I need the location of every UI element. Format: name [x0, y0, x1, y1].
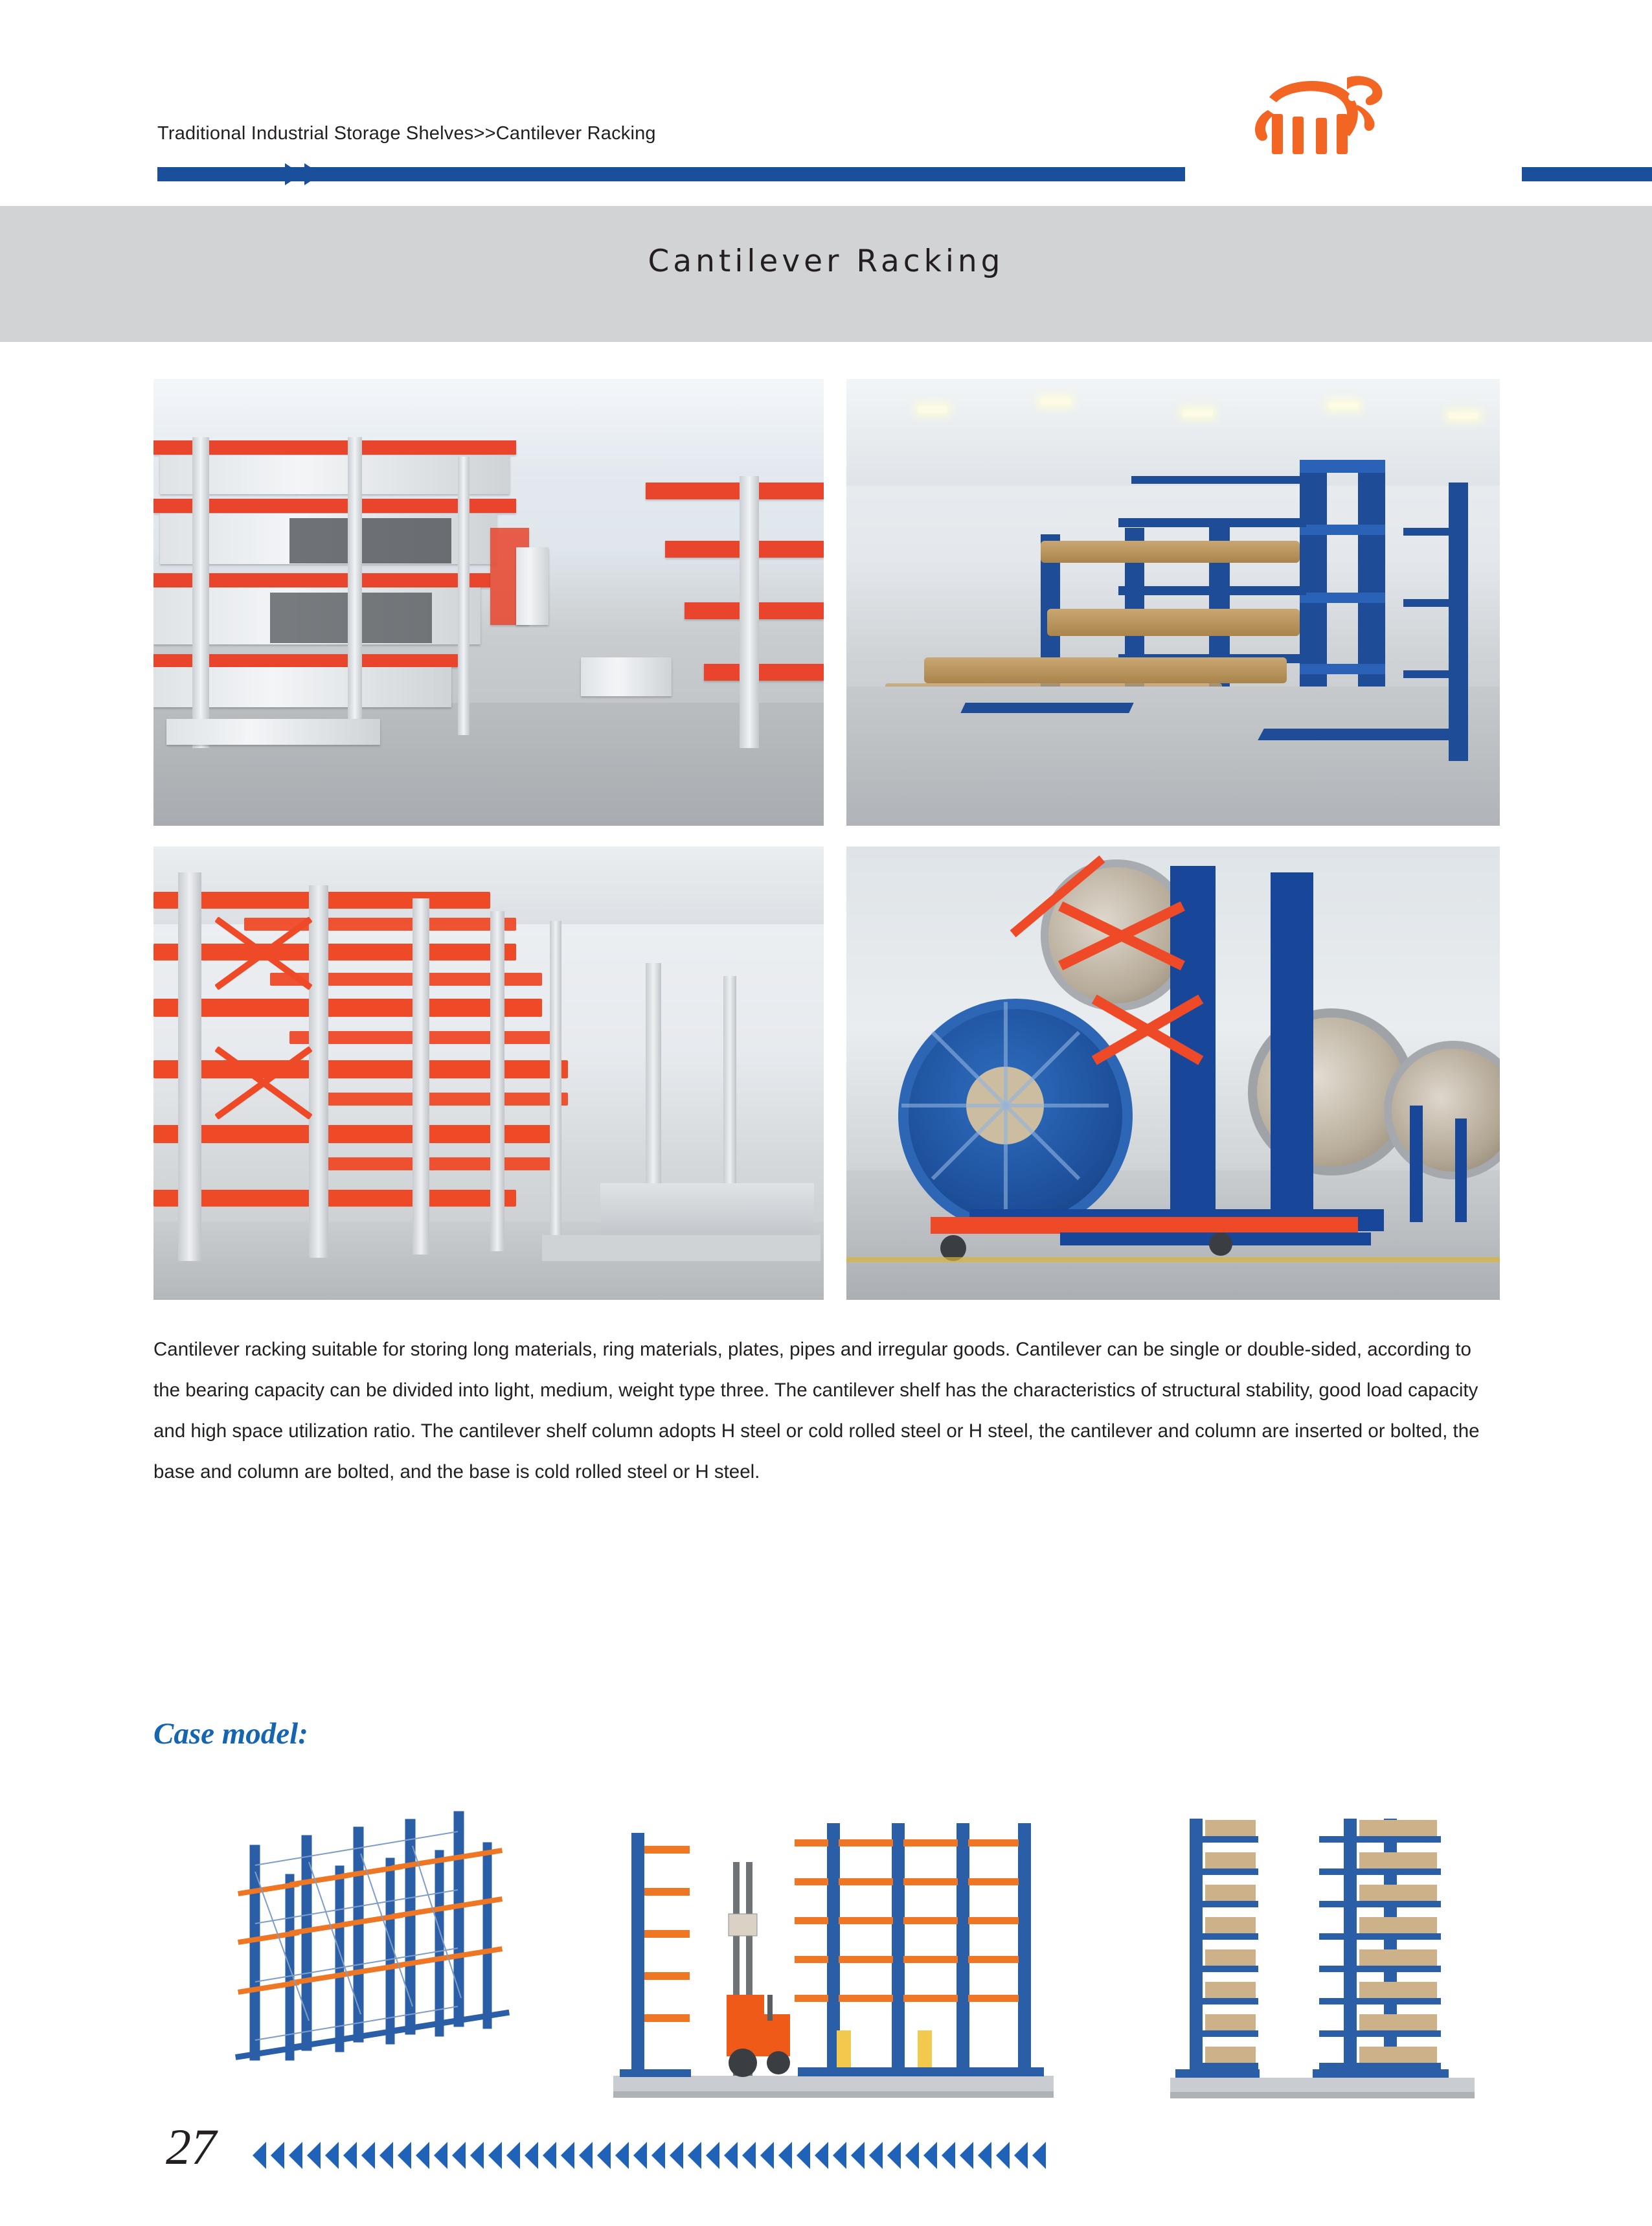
chevron-left-icon: [398, 2142, 411, 2169]
chevron-left-icon: [271, 2142, 284, 2169]
chevron-left-icon: [778, 2142, 792, 2169]
chevron-left-icon: [797, 2142, 810, 2169]
chevron-left-icon: [452, 2142, 466, 2169]
chevron-left-icon: [688, 2142, 701, 2169]
elephant-logo-icon: [1243, 71, 1392, 168]
chevron-left-icon: [470, 2142, 484, 2169]
chevron-left-icon: [253, 2142, 266, 2169]
gallery-photo-4: [846, 846, 1500, 1300]
page-number: 27: [166, 2118, 216, 2175]
chevron-left-icon: [887, 2142, 901, 2169]
section-cantilever-rack-with-loads-drawing: [1170, 1800, 1475, 2111]
chevron-left-icon: [597, 2142, 611, 2169]
case-model-figures: [153, 1788, 1500, 2118]
breadcrumb: Traditional Industrial Storage Shelves>>Cantilever Racking: [157, 123, 656, 144]
chevron-left-icon: [289, 2142, 302, 2169]
chevron-left-icon: [670, 2142, 683, 2169]
case-model-heading: Case model:: [153, 1717, 308, 1751]
chevron-left-icon: [923, 2142, 937, 2169]
chevron-left-icon: [996, 2142, 1010, 2169]
header-chevron-icon: [285, 163, 302, 185]
chevron-left-icon: [851, 2142, 865, 2169]
chevron-left-icon: [488, 2142, 502, 2169]
chevron-left-icon: [379, 2142, 393, 2169]
chevron-left-icon: [760, 2142, 774, 2169]
header-divider-notch: [1185, 163, 1522, 185]
page-title: Cantilever Racking: [648, 244, 1004, 279]
header-chevron-icon-2: [304, 163, 321, 185]
chevron-left-icon: [833, 2142, 846, 2169]
header-divider-left-gap: [0, 167, 157, 181]
chevron-left-icon: [960, 2142, 973, 2169]
chevron-left-icon: [615, 2142, 629, 2169]
chevron-left-icon: [1014, 2142, 1028, 2169]
page-title-band: [0, 206, 1652, 342]
footer-chevron-strip: [253, 2134, 1522, 2177]
page-header: [0, 0, 1652, 194]
chevron-left-icon: [706, 2142, 719, 2169]
description-paragraph: Cantilever racking suitable for storing long materials, ring materials, plates, pipes and irregular goods. Cantilever can be single or double-sided, according to the bearing capacity can be divided into light, medium, weight type three. The cantilever shelf has the characteristics of structural stability, good load capacity and high space utilization ratio. The cantilever shelf column adopts H steel or cold rolled steel or H steel, the cantilever and column are inserted or bolted, the base and column are bolted, and the base is cold rolled steel or H steel.: [153, 1339, 1480, 1482]
chevron-left-icon: [724, 2142, 738, 2169]
chevron-left-icon: [307, 2142, 321, 2169]
chevron-left-icon: [325, 2142, 339, 2169]
chevron-left-icon: [561, 2142, 574, 2169]
gallery-photo-3: [153, 846, 824, 1300]
chevron-left-icon: [905, 2142, 919, 2169]
chevron-left-icon: [416, 2142, 429, 2169]
chevron-left-icon: [651, 2142, 665, 2169]
chevron-left-icon: [942, 2142, 955, 2169]
chevron-left-icon: [525, 2142, 538, 2169]
chevron-left-icon: [869, 2142, 883, 2169]
chevron-left-icon: [343, 2142, 357, 2169]
chevron-left-icon: [361, 2142, 375, 2169]
chevron-left-icon: [434, 2142, 447, 2169]
isometric-cantilever-rack-drawing: [225, 1800, 536, 2111]
elevation-cantilever-rack-with-forklift-drawing: [613, 1800, 1054, 2111]
gallery-photo-1: [153, 379, 824, 826]
chevron-left-icon: [506, 2142, 520, 2169]
gallery-photo-2: [846, 379, 1500, 826]
chevron-left-icon: [742, 2142, 756, 2169]
chevron-left-icon: [579, 2142, 593, 2169]
chevron-left-icon: [978, 2142, 991, 2169]
chevron-left-icon: [543, 2142, 556, 2169]
chevron-left-icon: [1032, 2142, 1046, 2169]
chevron-left-icon: [633, 2142, 647, 2169]
chevron-left-icon: [815, 2142, 828, 2169]
